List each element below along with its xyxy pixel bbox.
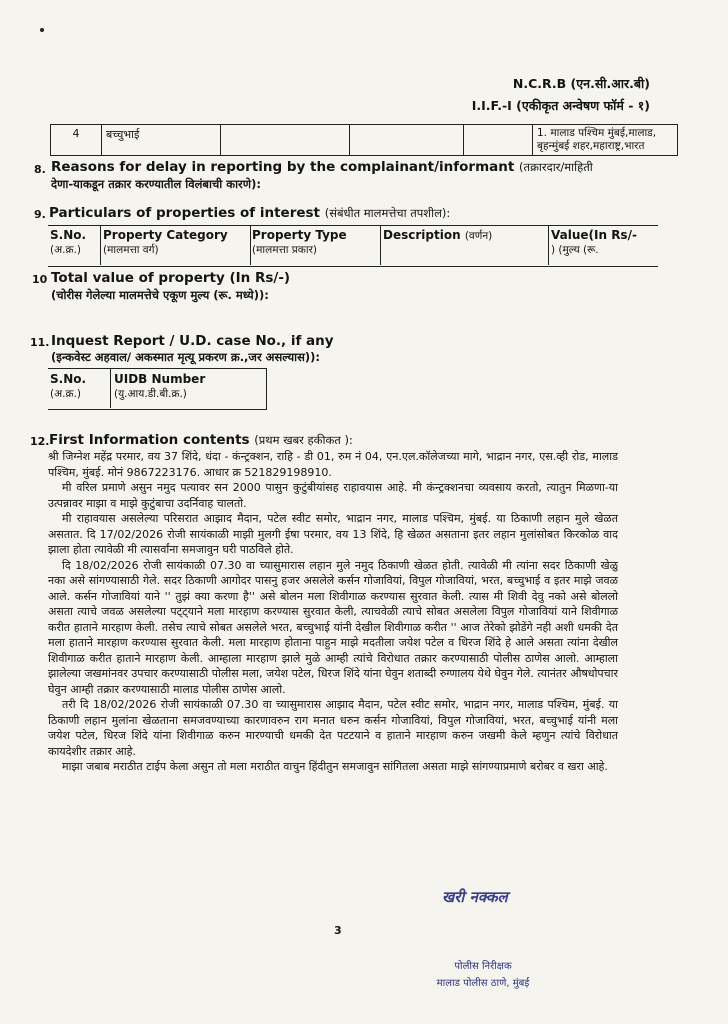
fir-paragraph: माझा जबाब मराठीत टाईप केला असुन तो मला मराठीत वाचुन हिंदीतुन समजावुन सांगितला असता माझे सांगण्याप्रमाणे बरोबर व खरा आहे. xyxy=(62,760,608,773)
col-property-type-en: Property Type xyxy=(252,228,347,242)
inquest-col-uidb-en: UIDB Number xyxy=(114,372,206,386)
iif-header: I.I.F.-I (एकीकृत अन्वेषण फॉर्म - १) xyxy=(471,98,650,113)
section12-num: 12. xyxy=(30,435,50,448)
table-row xyxy=(51,125,678,156)
section8-title-en: Reasons for delay in reporting by the complainant/informant xyxy=(51,159,515,175)
certified-copy-stamp: खरी नक्कल xyxy=(442,888,508,906)
fir-paragraph: दि 18/02/2026 रोजी सायंकाळी 07.30 वा च्यासुमारास लहान मुले नमुद ठिकाणी खेळत होती. त्यावेळी मी त्यांना सदर ठिकाणी खेळु नका असे सांगण्यासाठी गेले. सदर ठिकाणी आगोदर पासनु हजर असलेले कर्सन गोजावियां, विपुल गोजावियां, भरत, बच्चुभाई व इतर माझे जवळ आले. कर्सन गोजावियां याने '' तुझं क्या करणा है'' असे बोलन मला शिवीगाळ करण्यास सुरवात केली. त्यास मी शिवी देवु नको असे बोललो असता त्याचे जवळ असलेल्या पट्ट्याने मला मारहाण करण्यास सुरवात केली, त्याचवेळी त्याचे सोबत असलेला विपुल गोजावियां याने शिवीगाळ करीत हाताने मारहाण केली. तसेच त्याचे सोबत असलेले भरत, बच्चुभाई यांनी देखील शिवीगाळ करीत '' आज तेरेको झोडेंगे नही अशी धमकी देत मला हाताने मारहाण करण्यास सुरवात केली. मला मारहाण होताना पाहुन माझे मदतीला जयेश पटेल व धिरज शिंदे हे आले असता त्यांना देखील शिवीगाळ करीत हाताने मारहाण केली. आम्हाला मारहाण झाले मुळे आम्ही त्यांचे विरोधात तक्रार करण्यासाठी पोलीस ठाणेस आलो. आम्हाला झालेल्या जखमांनवर उपचार करण्यासाठी पोलीस मला, जयेश पटेल, धिरज शिंदे यांना घेवुन शताब्दी रुग्णालय येथे घेवुन गेले. त्यानंतर औषधोपचार घेवुन आम्ही तक्रार करण्यासाठी मालाड पोलीस ठाणेस आलो. xyxy=(48,558,618,696)
col-property-type-dev: (मालमत्ता प्रकार) xyxy=(252,244,317,256)
section10-subtitle: (चोरीस गेलेल्या मालमत्तेचे एकूण मुल्य (रू. मध्ये)): xyxy=(51,288,269,302)
col-sno-en: S.No. xyxy=(50,228,87,242)
section11-num: 11. xyxy=(30,336,50,349)
section10-num: 10 xyxy=(32,273,48,286)
row-empty-1 xyxy=(221,125,350,156)
inquest-col-sno-en: S.No. xyxy=(50,372,87,386)
section9-title-dev: (संबंधीत मालमत्तेचा तपशील): xyxy=(324,206,451,220)
properties-table-divider xyxy=(380,225,381,265)
section11-subtitle: (इन्कवेस्ट अहवाल/ अकस्मात मृत्यू प्रकरण क्र.,जर असल्यास)): xyxy=(51,350,321,364)
stamp-line-2: मालाड पोलीस ठाणे, मुंबई xyxy=(436,978,530,989)
col-value-en: Value(In Rs/- xyxy=(551,228,637,242)
page-number: 3 xyxy=(334,924,342,937)
fir-paragraph: मी वरिल प्रमाणे असुन नमुद पत्यावर सन 2000 पासुन कुटुंबीयांसह राहावयास आहे. मी कंन्ट्रक्शनचा व्यवसाय करतो, त्यातुन मिळणा-या उत्पन्नावर माझा व माझे कुटुंबाचा उदर्निवाह चालतो. xyxy=(48,481,618,510)
section12-title-en: First Information contents xyxy=(49,432,250,448)
inquest-col-sno-dev: (अ.क्र.) xyxy=(50,388,81,400)
col-value xyxy=(551,228,637,258)
col-property-category xyxy=(103,228,228,258)
ncrb-header: N.C.R.B (एन.सी.आर.बी) xyxy=(512,76,650,91)
inquest-col-uidb-dev: (यु.आय.डी.बी.क्र.) xyxy=(114,388,187,400)
continuation-table xyxy=(50,124,678,156)
col-value-dev: ) (मुल्य (रू. xyxy=(551,244,599,256)
police-inspector-stamp xyxy=(408,958,558,992)
section8-subtitle: देणा-याकडून तक्रार करण्यातील विलंबाची कारणे): xyxy=(51,177,261,191)
section11-title: Inquest Report / U.D. case No., if any xyxy=(51,333,334,349)
row-name: बच्चुभाई xyxy=(102,125,221,156)
col-description xyxy=(383,228,492,244)
stray-mark xyxy=(40,28,44,32)
stamp-line-1: पोलीस निरीक्षक xyxy=(454,961,512,972)
inquest-col-uidb xyxy=(114,372,205,402)
col-property-type xyxy=(252,228,347,258)
section9-title-en: Particulars of properties of interest xyxy=(49,205,321,221)
properties-table-divider xyxy=(100,225,101,265)
inquest-table-divider xyxy=(110,368,111,408)
properties-table-divider xyxy=(548,225,549,265)
row-empty-3 xyxy=(464,125,533,156)
fir-contents xyxy=(48,449,618,775)
inquest-col-sno xyxy=(50,372,86,402)
section12-title xyxy=(49,432,353,448)
row-sno: 4 xyxy=(51,125,102,156)
fir-paragraph: तरी दि 18/02/2026 रोजी सायंकाळी 07.30 वा च्यासुमारास आझाद मैदान, पटेल स्वीट समोर, भाद्रान नगर, मालाड पश्चिम, मुंबई. या ठिकाणी लहान मुलांना खेळताना समजवण्याच्या कारणावरुन राग मनात धरुन कर्सन गोजावियां, विपुल गोजावियां, भरत, बच्चुभाई यांनी मला जयेश पटेल, धिरज शिंदे यांना शिवीगाळ करुन मारण्याची धमकी देत पटटयाने व हाताने मारहाण करुन जखमी केले म्हणुन त्यांचे विरोधात कायदेशीर तक्रार आहे. xyxy=(48,698,618,758)
col-property-category-dev: (मालमत्ता वर्ग) xyxy=(103,244,159,256)
section10-title: Total value of property (In Rs/-) xyxy=(51,270,291,286)
col-description-en: Description xyxy=(383,228,461,242)
col-property-category-en: Property Category xyxy=(103,228,228,242)
properties-table-divider xyxy=(250,225,251,265)
section8-title xyxy=(51,159,593,175)
col-sno xyxy=(50,228,86,258)
section9-num: 9. xyxy=(34,208,46,221)
fir-paragraph: श्री जिग्नेश महेंद्र परमार, वय 37 शिंदे, धंदा - कंन्ट्रक्शन, राहि - डी 01, रुम नं 04, एन.एल.कॉलेजच्या मागे, भाद्रान नगर, एस.व्ही रोड, मालाड पश्चिम, मुंबई. मोनं 9867223176. आधार क्र 521829198910. xyxy=(48,450,618,479)
section8-title-dev: (तक्रारदार/माहिती xyxy=(519,160,593,174)
section12-title-dev: (प्रथम खबर हकीकत ): xyxy=(254,433,353,447)
row-empty-2 xyxy=(350,125,464,156)
row-address: 1. मालाड पश्चिम मुंबई,मालाड, बृहन्मुंबई शहर,महाराष्ट्र,भारत xyxy=(533,125,678,156)
col-description-dev: (वर्णन) xyxy=(464,230,493,242)
section8-num: 8. xyxy=(34,163,46,176)
fir-paragraph: मी राहावयास असलेल्या परिसरात आझाद मैदान, पटेल स्वीट समोर, भाद्रान नगर, मालाड पश्चिम, मुंबई. या ठिकाणी लहान मुले खेळत असतात. दि 17/02/2026 रोजी सायंकाळी माझी मुलगी ईषा परमार, वय 13 शिंदे, हि खेळत असताना इतर लहान मुलांसोबत किरकोळ वाद झाला होता त्यावेळी मी त्यासर्वांना समजावुन घरी पाठविले होते. xyxy=(48,512,618,556)
col-sno-dev: (अ.क्र.) xyxy=(50,244,81,256)
section9-title xyxy=(49,205,450,221)
